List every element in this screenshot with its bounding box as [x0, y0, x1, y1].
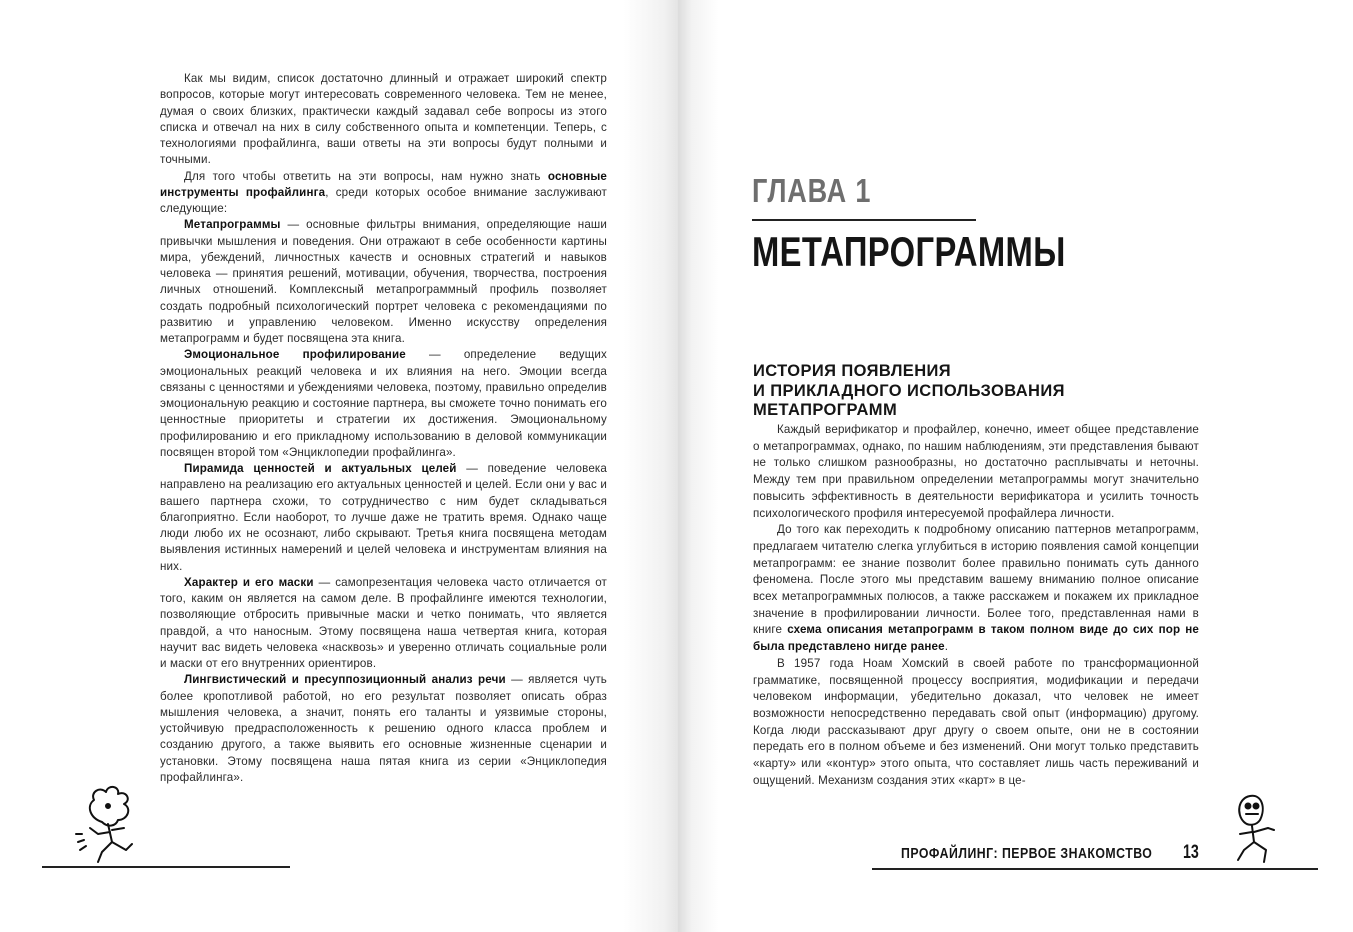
- paragraph-linguistic: [160, 672, 607, 786]
- paragraph-verifier: [753, 422, 1199, 522]
- section-heading-line: ИСТОРИЯ ПОЯВЛЕНИЯ: [753, 362, 952, 380]
- paragraph-text: — самопрезентация человека часто отличается от того, каким он является на самом деле. В профайлинге имеются технологии, позволяющие отбросить привычные маски и четко понимать, что является правдой, а что наносным. Этому посвящена наша четвертая книга, которая научит вас видеть человека «насквозь» и уверенно отличать социальные роли и маски от его внутренних ориентиров.: [160, 575, 607, 670]
- paragraph-pyramid: [160, 461, 607, 575]
- section-heading: [753, 362, 1065, 421]
- paragraph-text: — основные фильтры внимания, определяющие наши привычки мышления и поведения. Они отражают в себе особенности картины мира, убеждений, личностных качеств и основных стратегий и навыков человека — принятия решений, мотивации, обучения, творчества, построения личных отношений. Комплексный метапрограммный профиль позволяет создать подробный психологический портрет человека с рекомендациями по развитию и управлению человеком. Именно искусству определения метапрограмм и будет посвящена эта книга.: [160, 218, 607, 345]
- left-page-body: [160, 71, 607, 786]
- paragraph-history: [753, 522, 1199, 656]
- bold-term: схема описания метапрограмм в таком полном виде до сих пор не была представлено нигде ранее: [753, 623, 1199, 654]
- page-number: 13: [1183, 842, 1199, 863]
- bold-term: Эмоциональное профилирование: [184, 348, 406, 362]
- paragraph-character: [160, 575, 607, 673]
- paragraph-text: — определение ведущих эмоциональных реакций человека и их влияния на него. Эмоции всегда связаны с ценностями и убеждениями человека, поэтому, правильно определив эмоциональную реакцию и состояние партнера, вы сможете точно понимать его ценностные приоритеты и стратегии их достижения. Эмоциональному профилированию и его прикладному использованию в деловой коммуникации посвящен второй том «Энциклопедии профайлинга».: [160, 348, 607, 459]
- paragraph-text: Для того чтобы ответить на эти вопросы, нам нужно знать: [184, 169, 548, 183]
- paragraph-text: , среди которых особое внимание заслуживают следующие:: [160, 185, 607, 215]
- footer-rule: [42, 866, 290, 868]
- paragraph-metaprograms: [160, 217, 607, 347]
- paragraph-text: — поведение человека направлено на реализацию его актуальных ценностей и целей. Если они у вас и вашего партнера схожи, то сотрудничество с ним будет складываться благоприятно. Если наоборот, то лучше даже не тратить время. Однако чаще люди любо их не осознают, либо скрывают. Третья книга посвящена методам выявления истинных намерений и целей человека и инструментам влияния на них.: [160, 462, 607, 573]
- paragraph-chomsky: [753, 656, 1199, 790]
- paragraph-emotional: [160, 347, 607, 461]
- chapter-title: МЕТАПРОГРАММЫ: [752, 228, 1066, 275]
- section-heading-line: МЕТАПРОГРАММ: [753, 401, 898, 419]
- right-page-body: [753, 422, 1199, 789]
- bold-term: Пирамида ценностей и актуальных целей: [184, 462, 457, 475]
- paragraph-intro: [160, 71, 607, 169]
- footer-rule: [872, 868, 1318, 870]
- paragraph-text: В 1957 года Ноам Хомский в своей работе по трансформационной грамматике, посвященной процессу восприятия, модификации и передачи человеком информации, убедительно доказал, что человек не имеет возможности непосредственно передавать свой опыт (информацию) другому. Когда люди рассказывают друг другу о своем опыте, они не в состоянии передать его в полном объеме и без изменений. Они могут только представить «карту» или «контур» этого опыта, что составляет лишь часть переживаний и ощущений. Механизм создания этих «карт» в це-: [753, 656, 1199, 787]
- bold-term: Характер и его маски: [184, 575, 314, 589]
- paragraph-text: До того как переходить к подробному описанию паттернов метапрограмм, предлагаем читателю слегка углубиться в историю появления самой концепции метапрограмм: ее знание позволит более правильно понимать суть данного феномена. После этого мы представим вашему вниманию полное описание всех метапрограммных полюсов, а также расскажем и покажем их прикладное значение в профилировании личности. Более того, представленная нами в книге: [753, 523, 1199, 637]
- running-footer-title: ПРОФАЙЛИНГ: ПЕРВОЕ ЗНАКОМСТВО: [901, 845, 1153, 862]
- bold-term: Метапрограммы: [184, 218, 281, 232]
- running-character-illustration: [72, 782, 152, 866]
- bold-term: основные инструменты профайлинга: [160, 169, 607, 199]
- paragraph-tools: [160, 169, 607, 218]
- bold-term: Лингвистический и пресуппозиционный анализ речи: [184, 673, 506, 687]
- paragraph-text: — является чуть более кропотливой работой, но его результат позволяет описать образ мышления человека, а значит, понять его таланты и уязвимые стороны, устойчивую предрасположенность к решению одного класса проблем и созданию другого, а также выявить его основные жизненные сценарии и установки. Этому посвящена наша пятая книга из серии «Энциклопедия профайлинга».: [160, 673, 607, 784]
- paragraph-text: Как мы видим, список достаточно длинный и отражает широкий спектр вопросов, которые могут интересовать современного человека. Тем не менее, думая о своих близких, практически каждый задавал себе вопросы из этого списка и отвечал на них в силу собственного опыта и компетенции. Теперь, с технологиями профайлинга, ваши ответы на эти вопросы будут полными и точными.: [160, 72, 607, 167]
- running-character-illustration: [1222, 790, 1286, 866]
- paragraph-text: Каждый верификатор и профайлер, конечно, имеет общее представление о метапрограммах, однако, по нашим наблюдениям, эти представления бывают не только слишком разнообразны, но достаточно расплывчаты и неточны. Между тем при правильном определении метапрограммы могут значительно повысить эффективность в деятельности верификатора и усилить точность психологического профиля интересуемой профайлера личности.: [753, 423, 1199, 520]
- section-heading-line: И ПРИКЛАДНОГО ИСПОЛЬЗОВАНИЯ: [753, 381, 1065, 400]
- paragraph-text: .: [944, 640, 949, 654]
- chapter-label: ГЛАВА 1: [752, 172, 872, 209]
- chapter-rule: [752, 219, 976, 221]
